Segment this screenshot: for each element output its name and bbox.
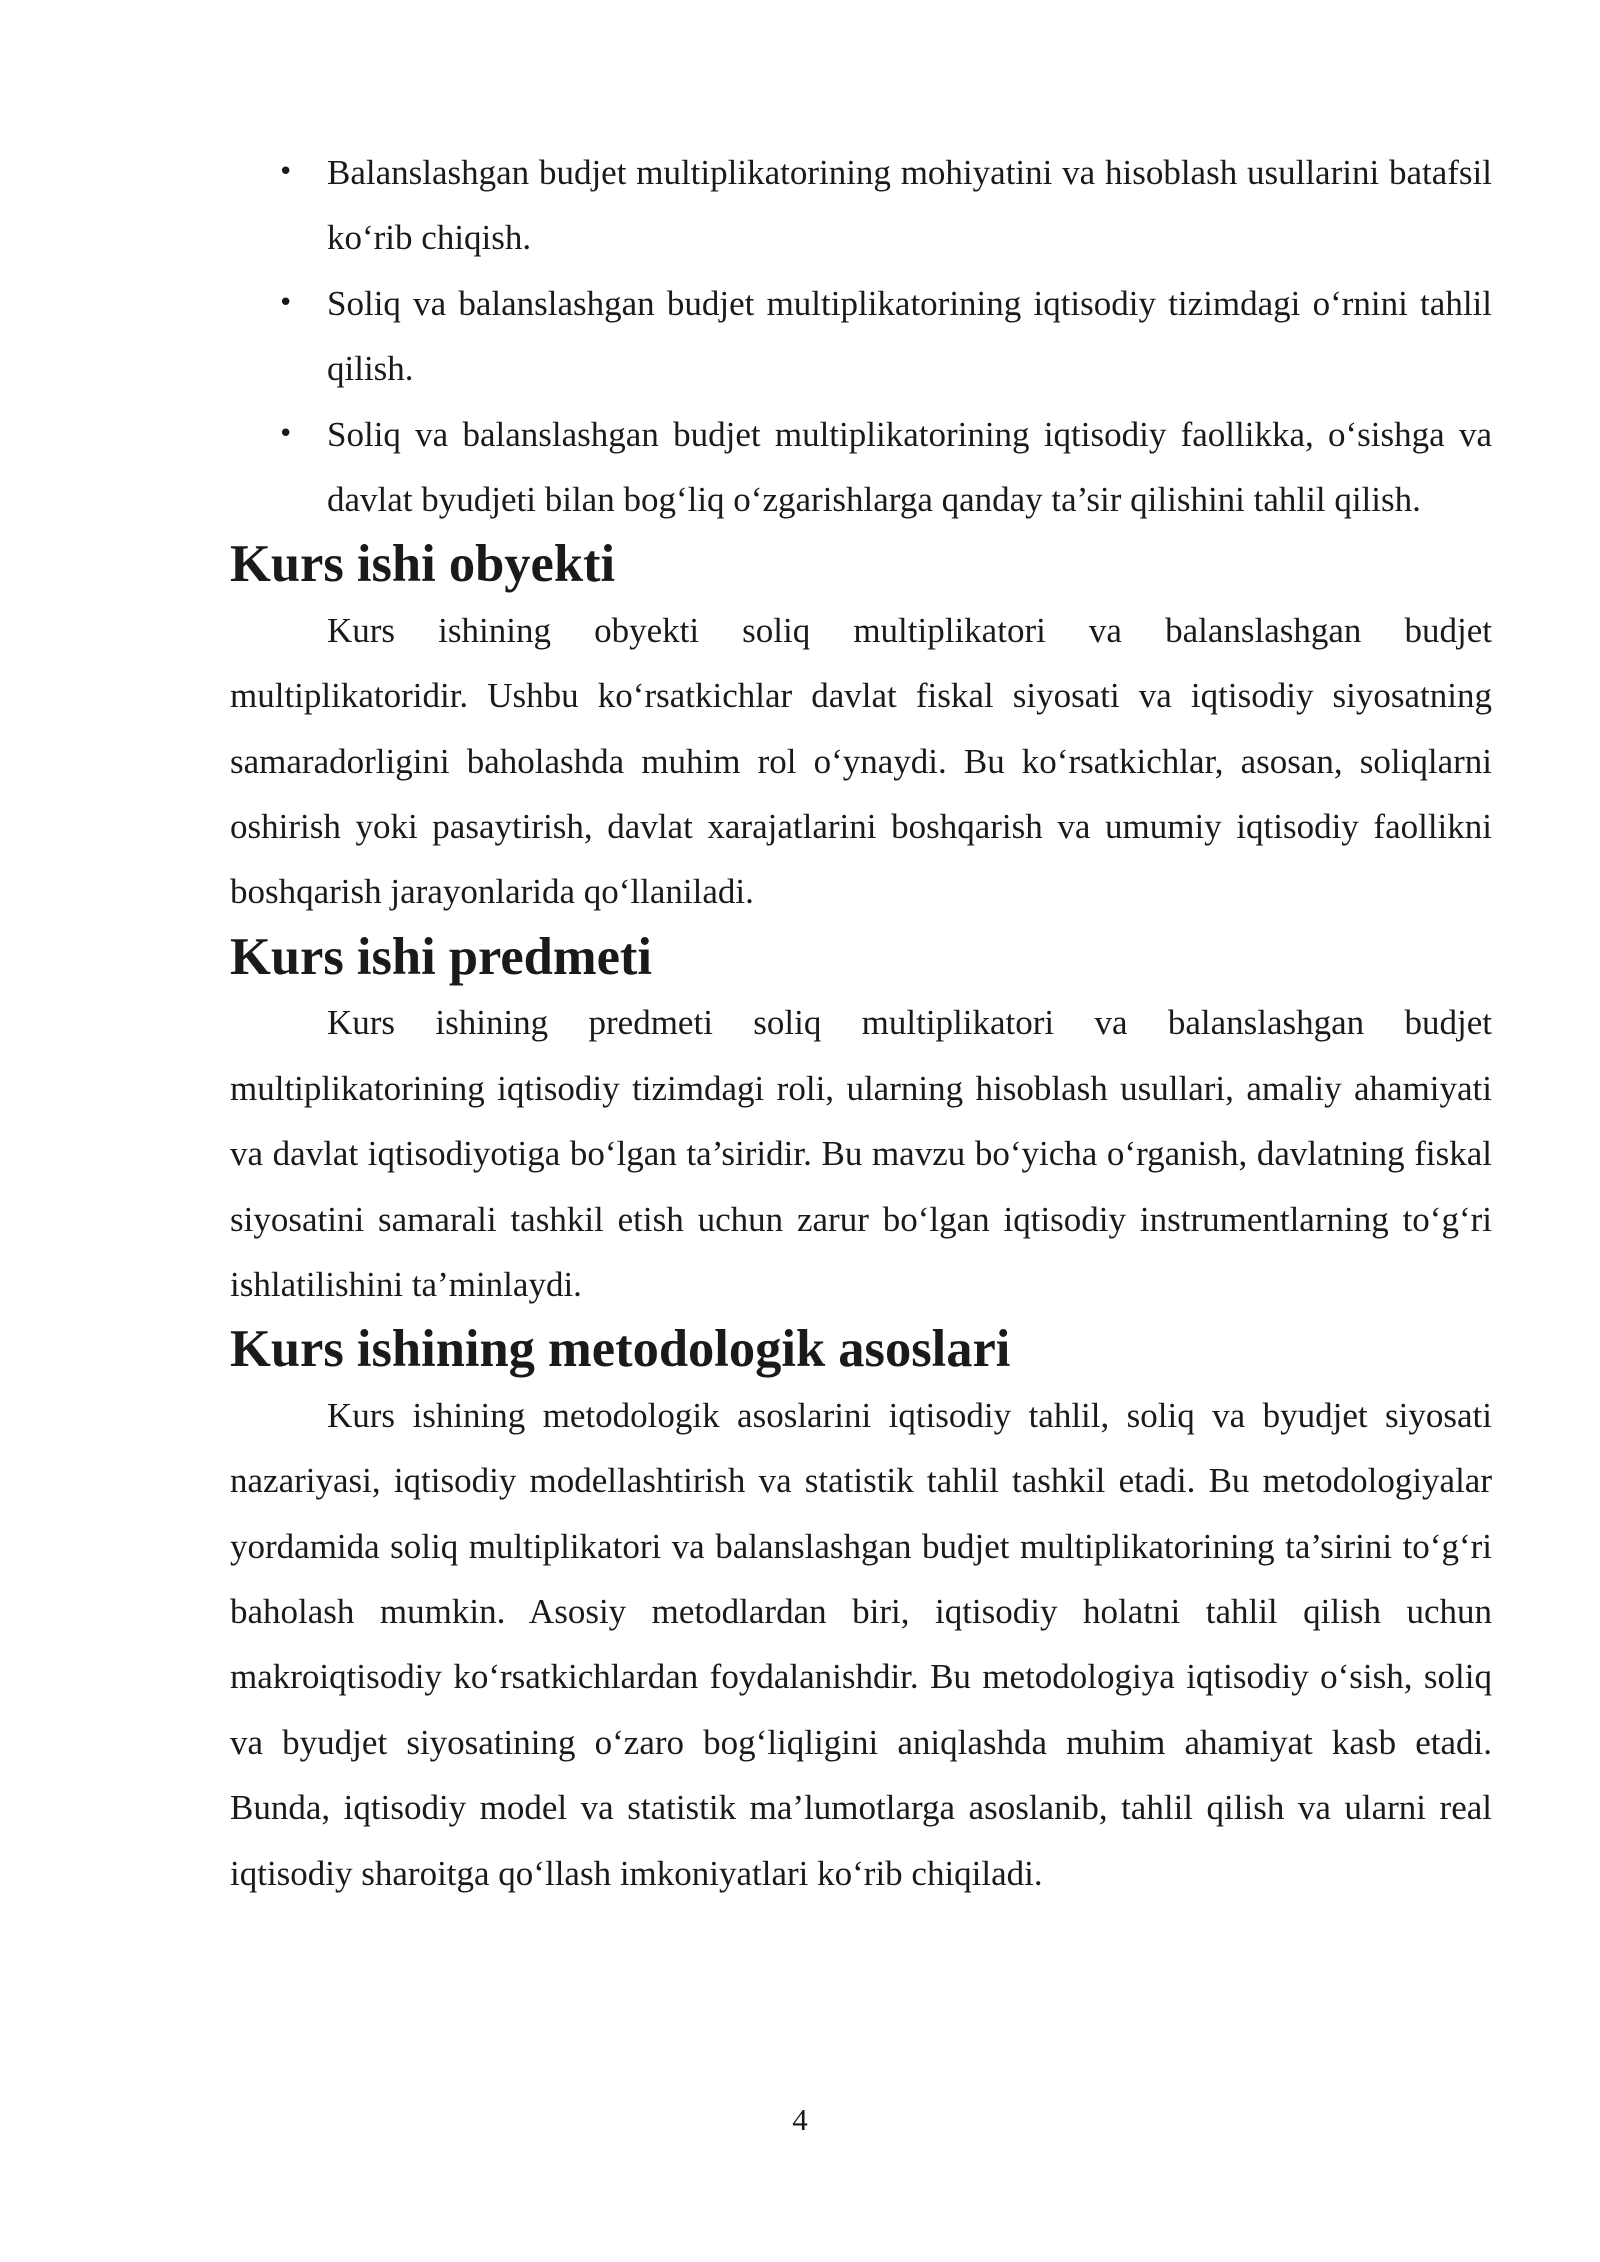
bullet-item <box>230 271 1492 402</box>
section-heading-object: Kurs ishi obyekti <box>230 535 616 594</box>
bullet-icon: • <box>278 418 294 449</box>
section-body-methodology: Kurs ishining metodologik asoslarini iqtisodiy tahlil, soliq va byudjet siyosati nazariyasi, iqtisodiy modellashtirish va statistik tahlil tashkil etadi. Bu metodologiyalar yordamida soliq multiplikatori va balanslashgan budjet multiplikatorining ta’sirini to‘g‘ri baholash mumkin. Asosiy metodlardan biri, iqtisodiy holatni tahlil qilish uchun makroiqtisodiy ko‘rsatkichlardan foydalanishdir. Bu metodologiya iqtisodiy o‘sish, soliq va byudjet siyosatining o‘zaro bog‘liqligini aniqlashda muhim ahamiyat kasb etadi. Bunda, iqtisodiy model va statistik ma’lumotlarga asoslanib, tahlil qilish va ularni real iqtisodiy sharoitga qo‘llash imkoniyatlari ko‘rib chiqiladi. <box>230 1395 1492 1893</box>
section-body-subject: Kurs ishining predmeti soliq multiplikatori va balanslashgan budjet multiplikatorining iqtisodiy tizimdagi roli, ularning hisoblash usullari, amaliy ahamiyati va davlat iqtisodiyotiga bo‘lgan ta’siridir. Bu mavzu bo‘yicha o‘rganish, davlatning fiskal siyosatini samarali tashkil etish uchun zarur bo‘lgan iqtisodiy instrumentlarning to‘g‘ri ishlatilishini ta’minlaydi. <box>230 1003 1492 1304</box>
bullet-icon: • <box>278 157 294 187</box>
bullet-text: Soliq va balanslashgan budjet multiplikatorining iqtisodiy faollikka, o‘sishga va davlat byudjeti bilan bog‘liq o‘zgarishlarga qanday ta’sir qilishini tahlil qilish. <box>327 414 1492 520</box>
bullet-text: Balanslashgan budjet multiplikatorining mohiyatini va hisoblash usullarini batafsil ko‘rib chiqish. <box>327 153 1492 258</box>
page-number: 4 <box>792 2102 808 2137</box>
section-body-object: Kurs ishining obyekti soliq multiplikatori va balanslashgan budjet multiplikatoridir. Ushbu ko‘rsatkichlar davlat fiskal siyosati va iqtisodiy siyosatning samaradorligini baholashda muhim rol o‘ynaydi. Bu ko‘rsatkichlar, asosan, soliqlarni oshirish yoki pasaytirish, davlat xarajatlarini boshqarish va umumiy iqtisodiy faollikni boshqarish jarayonlarida qo‘llaniladi. <box>230 610 1492 912</box>
bullet-item <box>230 140 1492 271</box>
goals-bullet-list <box>230 140 1492 532</box>
bullet-text: Soliq va balanslashgan budjet multiplikatorining iqtisodiy tizimdagi o‘rnini tahlil qilish. <box>327 283 1492 389</box>
document-page <box>230 140 1492 1906</box>
bullet-item <box>230 402 1492 533</box>
section-heading-methodology: Kurs ishining metodologik asoslari <box>230 1320 1011 1379</box>
bullet-icon: • <box>278 287 294 318</box>
section-heading-subject: Kurs ishi predmeti <box>230 927 652 986</box>
